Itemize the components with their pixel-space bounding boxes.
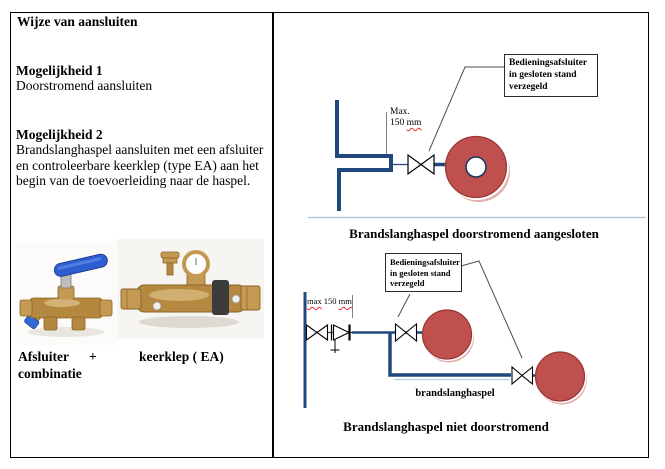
photo-caption-keerklep: keerklep ( EA) (139, 349, 224, 364)
callout-top-line3: verzegeld (509, 81, 548, 92)
callout-bottom-line2: in gesloten stand (390, 267, 451, 278)
option1-text: Doorstromend aansluiten (16, 78, 153, 93)
callout-top-line1: Bedieningsafsluiter (509, 58, 588, 68)
photo-caption-plus: + (89, 349, 97, 364)
option2-text: Brandslanghaspel aansluiten met een afsluiter en controleerbare keerklep (type EA) aan het begin van de toevoerleiding naar de haspel. (16, 142, 264, 188)
reel-label: brandslanghaspel (415, 388, 495, 399)
dim-bottom-value: 150 (323, 296, 337, 306)
dim-top-unit: mm (406, 118, 422, 128)
dim-top-word: Max. (390, 107, 410, 117)
bowtie-valve-icon-a (307, 325, 328, 340)
photo-caption-combinatie: combinatie (18, 366, 82, 381)
caption-top: Brandslanghaspel doorstromend aangesloten (349, 226, 599, 241)
callout-bottom-line1: Bedieningsafsluiter (390, 257, 460, 267)
supply-pipe-top (337, 100, 391, 211)
dimension-label-bottom (307, 297, 352, 306)
callout-top-line2: in gesloten stand (509, 69, 577, 80)
afsluiter-photo (16, 242, 116, 345)
option1-heading: Mogelijkheid 1 (16, 63, 103, 78)
hose-reel-hub (466, 157, 486, 177)
dim-bottom-unit: mm (338, 296, 352, 306)
keerklep-photo (117, 239, 264, 339)
keerklep-photo-art (117, 239, 264, 339)
callout-bottom-line3: verzegeld (390, 278, 425, 289)
callout-bottom (385, 253, 462, 292)
hose-reel2-icon (536, 352, 585, 401)
photo-caption-afsluiter: Afsluiter (18, 349, 69, 364)
section-title: Wijze van aansluiten (17, 14, 138, 29)
dimension-label-top (390, 107, 421, 129)
dim-bottom-word: max (307, 296, 322, 306)
bowtie-valve-icon-top (408, 155, 434, 174)
hose-reel1-icon (423, 310, 472, 359)
check-valve-icon (331, 325, 350, 354)
bowtie-valve-icon-d (512, 367, 533, 384)
leader-line-bottom-left (398, 294, 410, 317)
option2-heading: Mogelijkheid 2 (16, 127, 103, 142)
caption-bottom: Brandslanghaspel niet doorstromend (343, 419, 549, 434)
dim-top-value: 150 (390, 118, 405, 128)
bowtie-valve-icon-c (396, 324, 417, 341)
afsluiter-photo-art (16, 242, 116, 345)
callout-top (504, 54, 598, 97)
